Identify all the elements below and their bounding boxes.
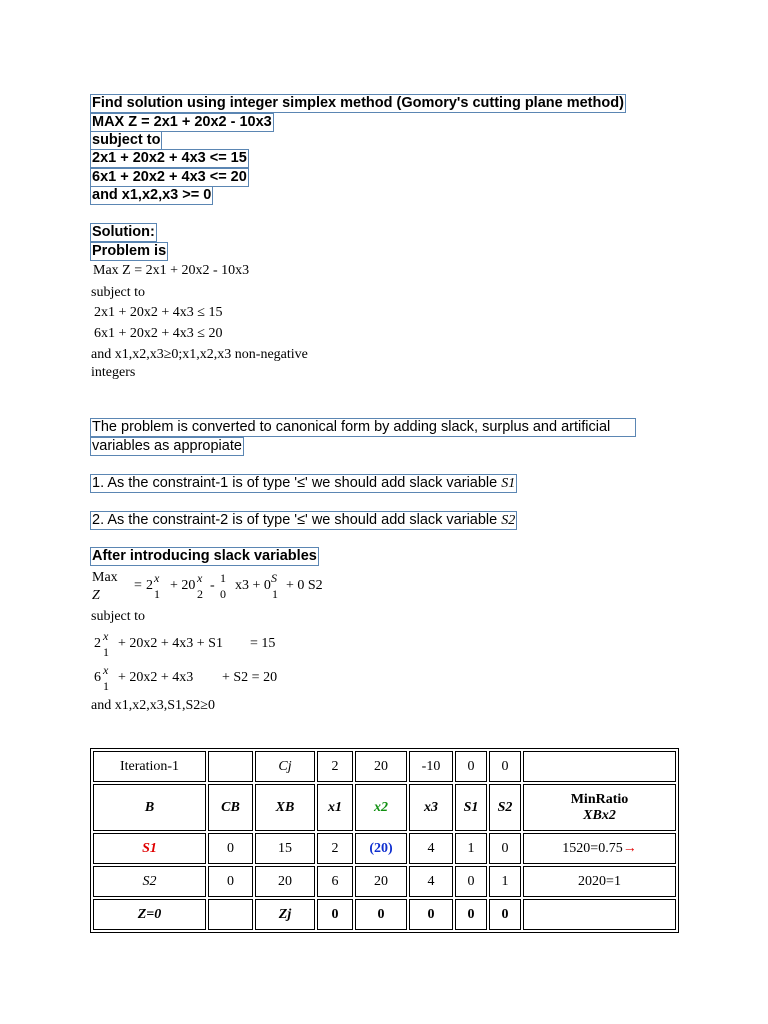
slack-step-1-var: S1 <box>501 476 516 491</box>
slack-step-2-text: 2. As the constraint-2 is of type '≤' we should add slack variable <box>92 512 498 528</box>
zj-x1: 0 <box>317 899 353 930</box>
x2-subscript: 2 <box>197 587 203 601</box>
zj-row <box>93 899 676 930</box>
solution-max-line: Max Z = 2x1 + 20x2 - 10x3 <box>93 263 250 278</box>
canonical-text-2: variables as appropiate <box>92 438 242 454</box>
zj-x3: 0 <box>409 899 453 930</box>
pivot-element: (20) <box>355 833 407 864</box>
solution-heading: Solution: <box>92 224 155 240</box>
zj-label: Zj <box>255 899 315 930</box>
table-row <box>93 866 676 897</box>
xb-cell: 20 <box>255 866 315 897</box>
plus-20: + 20 <box>170 578 196 593</box>
s1-cell: 1 <box>455 833 487 864</box>
frac-numerator: 1 <box>220 571 226 585</box>
slack-subject-to: subject to <box>91 609 146 624</box>
cj-x1: 2 <box>317 751 353 782</box>
slack-nonneg: and x1,x2,x3,S1,S2≥0 <box>91 698 215 713</box>
basis-cell: S1 <box>93 833 206 864</box>
s2-cell: 0 <box>489 833 521 864</box>
ratio-cell: 2020=1 <box>523 866 676 897</box>
header-xb: XB <box>255 784 315 831</box>
slack-step-2 <box>90 511 517 530</box>
c1-x-letter: x <box>103 629 109 643</box>
table-row <box>93 833 676 864</box>
leaving-arrow-icon: → <box>622 840 637 856</box>
cb-cell: 0 <box>208 866 253 897</box>
x2-cell: 20 <box>355 866 407 897</box>
objective-tail: + 0 S2 <box>286 578 323 593</box>
constraint-1: 2x1 + 20x2 + 4x3 <= 15 <box>92 150 247 166</box>
solution-nonneg-line: and x1,x2,x3≥0;x1,x2,x3 non-negative <box>91 347 308 362</box>
c1-rhs: = 15 <box>250 636 276 651</box>
eq-sign: = <box>134 578 142 593</box>
cj-s1: 0 <box>455 751 487 782</box>
cj-row <box>93 751 676 782</box>
ratio-cell <box>523 833 676 864</box>
cj-label: Cj <box>255 751 315 782</box>
x3-cell: 4 <box>409 833 453 864</box>
header-x3: x3 <box>409 784 453 831</box>
solution-subject-to: subject to <box>91 285 146 300</box>
header-cb: CB <box>208 784 253 831</box>
c1-rest: + 20x2 + 4x3 + S1 <box>118 636 223 651</box>
header-row <box>93 784 676 831</box>
constraint-2: 6x1 + 20x2 + 4x3 <= 20 <box>92 169 247 185</box>
c1-x-subscript: 1 <box>103 645 109 659</box>
min-ratio-label: MinRatio <box>570 791 629 807</box>
s1-cell: 0 <box>455 866 487 897</box>
c2-rest: + 20x2 + 4x3 <box>118 670 194 685</box>
solution-integers-line: integers <box>91 365 136 380</box>
c1-coef: 2 <box>94 636 101 651</box>
problem-is-heading: Problem is <box>92 243 167 259</box>
x1-cell: 6 <box>317 866 353 897</box>
slack-step-2-var: S2 <box>501 513 516 528</box>
empty-cell <box>523 899 676 930</box>
minus-sign: - <box>210 578 215 593</box>
zj-x2: 0 <box>355 899 407 930</box>
frac-denominator: 0 <box>220 587 226 601</box>
iteration-label: Iteration-1 <box>93 751 206 782</box>
cj-x3: -10 <box>409 751 453 782</box>
c2-x-subscript: 1 <box>103 679 109 693</box>
header-s1: S1 <box>455 784 487 831</box>
s2-cell: 1 <box>489 866 521 897</box>
subject-to-label: subject to <box>92 132 161 148</box>
slack-step-1-text: 1. As the constraint-1 is of type '≤' we should add slack variable <box>92 475 498 491</box>
slack-heading: After introducing slack variables <box>92 548 317 564</box>
c2-coef: 6 <box>94 670 101 685</box>
x1-subscript: 1 <box>154 587 160 601</box>
solution-constraint-2: 6x1 + 20x2 + 4x3 ≤ 20 <box>94 326 223 341</box>
c2-slack: + S2 = 20 <box>222 670 278 685</box>
ratio-value: 1520=0.75 <box>562 840 623 856</box>
x1-cell: 2 <box>317 833 353 864</box>
c2-x-letter: x <box>103 663 109 677</box>
zj-s2: 0 <box>489 899 521 930</box>
min-ratio-formula: XBx2 <box>583 807 616 823</box>
header-s2: S2 <box>489 784 521 831</box>
header-x1: x1 <box>317 784 353 831</box>
header-min-ratio <box>523 784 676 831</box>
solution-constraint-1: 2x1 + 20x2 + 4x3 ≤ 15 <box>94 305 223 320</box>
empty-cell <box>523 751 676 782</box>
max-label: Max <box>92 570 118 585</box>
s1-letter: S <box>271 571 277 585</box>
canonical-text-1: The problem is converted to canonical form by adding slack, surplus and artificial <box>90 418 636 437</box>
empty-cell <box>208 751 253 782</box>
objective-function: MAX Z = 2x1 + 20x2 - 10x3 <box>92 114 272 130</box>
zj-s1: 0 <box>455 899 487 930</box>
cj-x2: 20 <box>355 751 407 782</box>
header-x2: x2 <box>355 784 407 831</box>
simplex-table <box>90 748 679 933</box>
header-basis: B <box>93 784 206 831</box>
x1-letter: x <box>154 571 160 585</box>
x3-term: x3 + 0 <box>235 578 271 593</box>
x3-cell: 4 <box>409 866 453 897</box>
nonnegativity: and x1,x2,x3 >= 0 <box>92 187 212 203</box>
cb-cell: 0 <box>208 833 253 864</box>
z-value: Z=0 <box>93 899 206 930</box>
x2-letter: x <box>197 571 203 585</box>
problem-title: Find solution using integer simplex method (Gomory's cutting plane method) <box>92 95 624 111</box>
cj-s2: 0 <box>489 751 521 782</box>
xb-cell: 15 <box>255 833 315 864</box>
coef-2: 2 <box>146 578 153 593</box>
z-label: Z <box>92 588 100 603</box>
slack-step-1 <box>90 474 517 493</box>
s1-subscript: 1 <box>272 587 278 601</box>
basis-cell: S2 <box>93 866 206 897</box>
empty-cell <box>208 899 253 930</box>
